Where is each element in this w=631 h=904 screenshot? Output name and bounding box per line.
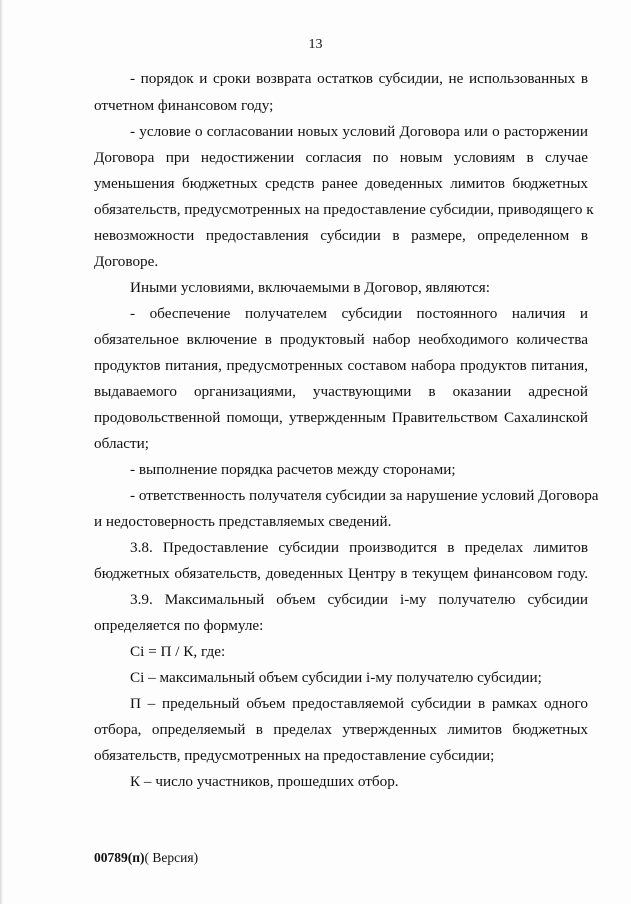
scan-edge-shadow — [0, 0, 3, 904]
paragraph-line: П – предельный объем предоставляемой субсидии в рамках одного — [130, 695, 588, 712]
paragraph-line: обязательное включение в продуктовый набор необходимого количества — [94, 331, 588, 348]
paragraph-line: продуктов питания, предусмотренных составом набора продуктов питания, — [94, 357, 588, 374]
paragraph-line: 3.8. Предоставление субсидии производится в пределах лимитов — [130, 539, 588, 556]
paragraph-line: обязательств, предусмотренных на предоставление субсидии, приводящего к — [94, 201, 594, 218]
paragraph-line: - ответственность получателя субсидии за нарушение условий Договора — [130, 487, 599, 504]
paragraph-line: и недостоверность представляемых сведений. — [94, 513, 392, 530]
paragraph-line: - порядок и сроки возврата остатков субсидии, не использованных в — [130, 70, 588, 87]
paragraph-line: отчетном финансовом году; — [94, 97, 274, 114]
formula-line: Сi = П / К, где: — [130, 643, 226, 660]
paragraph-line: Договора при недостижении согласия по новым условиям в случае — [94, 149, 588, 166]
paragraph-line: 3.9. Максимальный объем субсидии i-му получателю субсидии — [130, 591, 588, 608]
paragraph-line: - выполнение порядка расчетов между сторонами; — [130, 461, 456, 478]
paragraph-line: К – число участников, прошедших отбор. — [130, 773, 399, 790]
paragraph-line: невозможности предоставления субсидии в размере, определенном в — [94, 227, 588, 244]
paragraph-line: области; — [94, 435, 149, 452]
paragraph-line: Иными условиями, включаемыми в Договор, являются: — [130, 279, 490, 296]
paragraph-line: - обеспечение получателем субсидии постоянного наличия и — [130, 305, 588, 322]
paragraph-line: определяется по формуле: — [94, 617, 264, 634]
document-code: 00789(п) — [94, 850, 145, 865]
paragraph-line: Договоре. — [94, 253, 159, 270]
page-number: 13 — [308, 37, 323, 52]
paragraph-line: выдаваемого организациями, участвующими в оказании адресной — [94, 383, 588, 400]
paragraph-line: бюджетных обязательств, доведенных Центру в текущем финансовом году. — [94, 565, 588, 582]
document-footer — [94, 850, 198, 866]
paragraph-line: уменьшения бюджетных средств ранее доведенных лимитов бюджетных — [94, 175, 588, 192]
paragraph-line: продовольственной помощи, утвержденным Правительством Сахалинской — [94, 409, 588, 426]
paragraph-line: Сi – максимальный объем субсидии i-му получателю субсидии; — [130, 669, 542, 686]
paragraph-line: отбора, определяемый в пределах утвержденных лимитов бюджетных — [94, 721, 588, 738]
document-version: ( Версия) — [144, 850, 199, 865]
paragraph-line: обязательств, предусмотренных на предоставление субсидии; — [94, 747, 495, 764]
paragraph-line: - условие о согласовании новых условий Договора или о расторжении — [130, 123, 588, 140]
